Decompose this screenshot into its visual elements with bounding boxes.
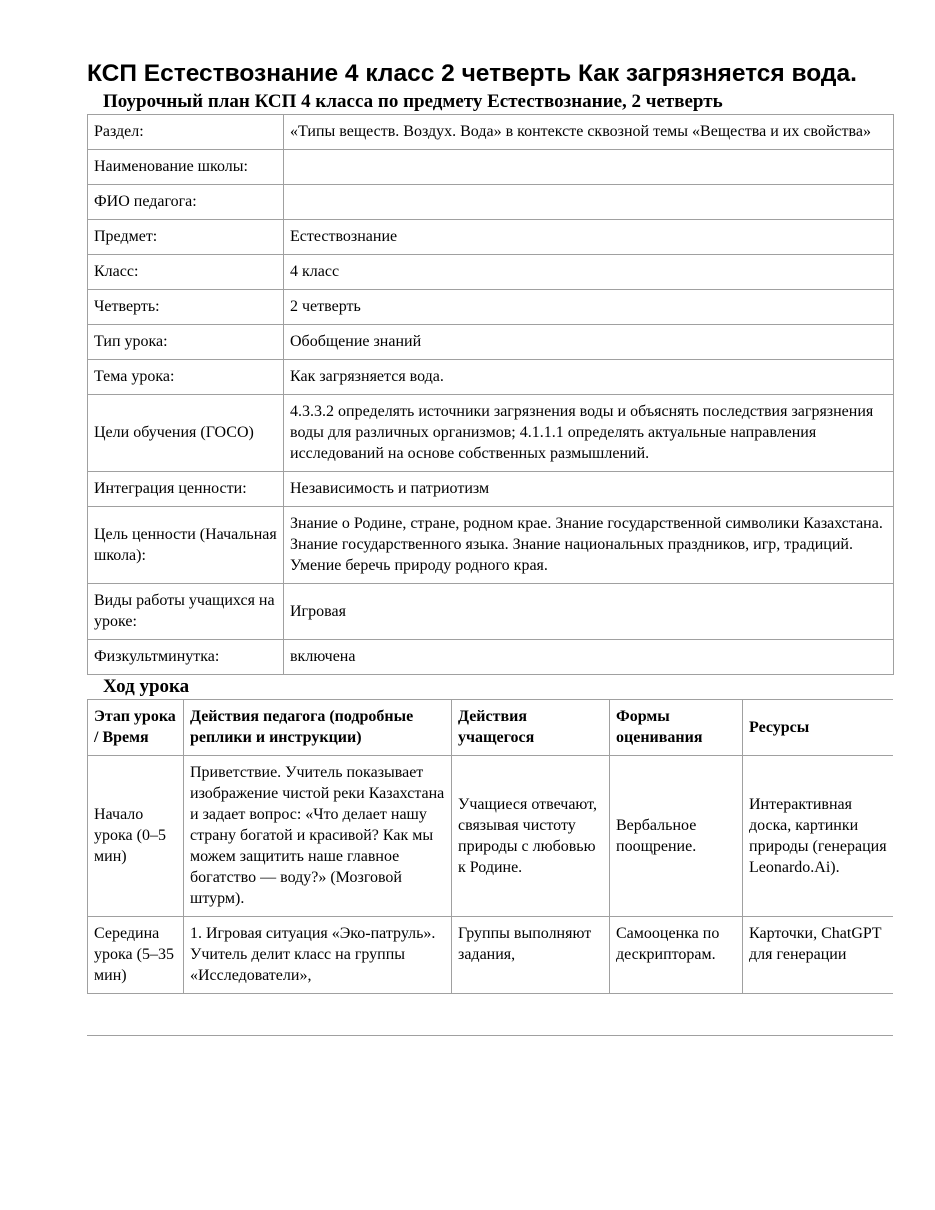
- assessment-cell: Вербальное поощрение.: [610, 756, 743, 917]
- table-row: [88, 325, 894, 360]
- assessment-cell: Самооценка по дескрипторам.: [610, 917, 743, 994]
- table-header-row: [88, 700, 894, 756]
- table-row: [88, 756, 894, 917]
- info-value-cell: «Типы веществ. Воздух. Вода» в контексте сквозной темы «Вещества и их свойства»: [284, 115, 894, 150]
- column-header-resources: Ресурсы: [743, 700, 894, 756]
- table-row: [88, 150, 894, 185]
- table-row: [88, 220, 894, 255]
- info-value-cell: [284, 150, 894, 185]
- document-title: КСП Естествознание 4 класс 2 четверть Как загрязняется вода.: [87, 60, 857, 87]
- table-row: [88, 917, 894, 994]
- info-value-cell: Естествознание: [284, 220, 894, 255]
- student-cell: Группы выполняют задания,: [452, 917, 610, 994]
- lesson-info-table: [87, 114, 894, 675]
- resources-cell: Карточки, ChatGPT для генерации: [743, 917, 894, 994]
- info-key-cell: Предмет:: [88, 220, 284, 255]
- info-section-heading: Поурочный план КСП 4 класса по предмету Естествознание, 2 четверть: [103, 91, 723, 112]
- info-value-cell: Независимость и патриотизм: [284, 472, 894, 507]
- info-key-cell: Тип урока:: [88, 325, 284, 360]
- document-page: [87, 58, 893, 1036]
- info-key-cell: Виды работы учащихся на уроке:: [88, 584, 284, 640]
- info-value-cell: Обобщение знаний: [284, 325, 894, 360]
- stage-cell: Середина урока (5–35 мин): [88, 917, 184, 994]
- info-key-cell: Цель ценности (Начальная школа):: [88, 507, 284, 584]
- lesson-progress-table: [87, 699, 893, 994]
- table-row: [88, 640, 894, 675]
- teacher-cell: Приветствие. Учитель показывает изображение чистой реки Казахстана и задает вопрос: «Что делает нашу страну богатой и красивой? Как мы можем защитить наше главное богатство — воду?» (Мозговой штурм).: [184, 756, 452, 917]
- table-row: [88, 115, 894, 150]
- student-cell: Учащиеся отвечают, связывая чистоту природы с любовью к Родине.: [452, 756, 610, 917]
- teacher-cell: 1. Игровая ситуация «Эко-патруль». Учитель делит класс на группы «Исследователи»,: [184, 917, 452, 994]
- lesson-section-heading: Ход урока: [103, 676, 190, 697]
- info-value-cell: [284, 185, 894, 220]
- info-key-cell: Раздел:: [88, 115, 284, 150]
- column-header-teacher: Действия педагога (подробные реплики и инструкции): [184, 700, 452, 756]
- stage-cell: Начало урока (0–5 мин): [88, 756, 184, 917]
- info-key-cell: Четверть:: [88, 290, 284, 325]
- table-row: [88, 360, 894, 395]
- info-value-cell: включена: [284, 640, 894, 675]
- info-key-cell: Класс:: [88, 255, 284, 290]
- lesson-table-wrapper: [87, 699, 893, 1036]
- column-header-assessment: Формы оценивания: [610, 700, 743, 756]
- table-row: [88, 290, 894, 325]
- table-row: [88, 255, 894, 290]
- info-key-cell: Наименование школы:: [88, 150, 284, 185]
- info-value-cell: 2 четверть: [284, 290, 894, 325]
- info-value-cell: 4.3.3.2 определять источники загрязнения воды и объяснять последствия загрязнения воды для различных организмов; 4.1.1.1 определять актуальные направления исследований на основе собственных размышлений.: [284, 395, 894, 472]
- info-value-cell: Знание о Родине, стране, родном крае. Знание государственной символики Казахстана. Знание государственного языка. Знание национальных праздников, игр, традиций. Умение беречь природу родного края.: [284, 507, 894, 584]
- table-row: [88, 185, 894, 220]
- table-row: [88, 507, 894, 584]
- info-key-cell: ФИО педагога:: [88, 185, 284, 220]
- table-row: [88, 395, 894, 472]
- info-key-cell: Тема урока:: [88, 360, 284, 395]
- info-value-cell: Как загрязняется вода.: [284, 360, 894, 395]
- table-row: [88, 472, 894, 507]
- info-key-cell: Физкультминутка:: [88, 640, 284, 675]
- info-key-cell: Цели обучения (ГОСО): [88, 395, 284, 472]
- resources-cell: Интерактивная доска, картинки природы (генерация Leonardo.Ai).: [743, 756, 894, 917]
- info-key-cell: Интеграция ценности:: [88, 472, 284, 507]
- info-value-cell: 4 класс: [284, 255, 894, 290]
- table-row: [88, 584, 894, 640]
- info-value-cell: Игровая: [284, 584, 894, 640]
- column-header-student: Действия учащегося: [452, 700, 610, 756]
- column-header-stage: Этап урока / Время: [88, 700, 184, 756]
